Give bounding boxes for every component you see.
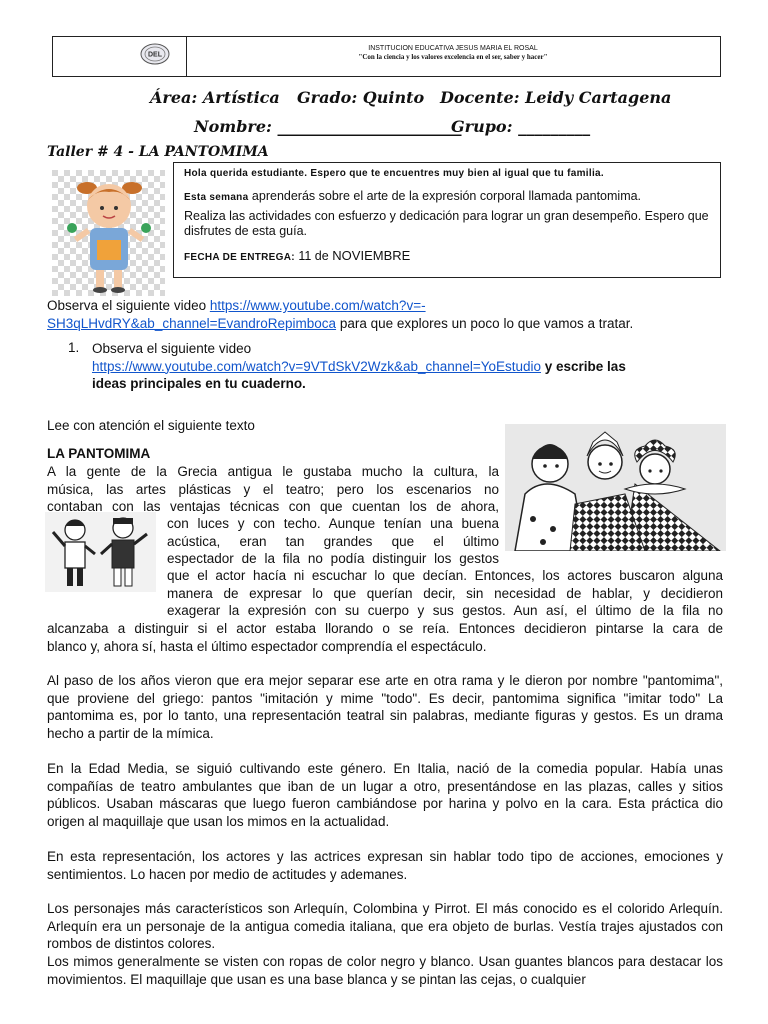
video-link-2[interactable]: https://www.youtube.com/watch?v=9VTdSkV2Wzk&ab_channel=YoEstudio bbox=[92, 358, 542, 374]
fecha-day: 11 de bbox=[294, 249, 329, 263]
school-logo-icon bbox=[140, 43, 170, 65]
logo-text: DEL bbox=[148, 51, 162, 59]
greeting-text: Hola querida estudiante. Espero que te encuentres muy bien al igual que tu familia. bbox=[184, 168, 604, 179]
observe-prefix: Observa el siguiente video bbox=[47, 298, 210, 313]
clowns-image bbox=[505, 424, 726, 551]
para1-mid bbox=[167, 515, 499, 568]
fecha-label: FECHA DE ENTREGA: bbox=[184, 252, 295, 263]
institution-name: INSTITUCION EDUCATIVA JESUS MARIA EL ROSAL bbox=[368, 45, 538, 52]
lee-texto: Lee con atención el siguiente texto bbox=[47, 418, 255, 433]
docente-label: Docente: Leidy Cartagena bbox=[440, 88, 672, 107]
para1-line: música, las artes plásticas y el teatro; pero los escenarios no bbox=[47, 481, 499, 497]
grado-label: Grado: Quinto bbox=[297, 88, 425, 107]
institution-motto: "Con la ciencia y los valores excelencia en el ser, saber y hacer" bbox=[358, 53, 548, 61]
area-label: Área: Artística bbox=[150, 88, 280, 107]
week-prefix: Esta semana bbox=[184, 192, 249, 203]
kids-mime-image bbox=[45, 512, 156, 592]
para3: En la Edad Media, se siguió cultivando este género. En Italia, nació de la comedia popular. Había unas compañías de teatro ambulantes que iban de un lugar a otro, presentándose en las plazas, calles y sitios públicos. Usaban máscaras que luego fueron cambiándose por harina y polvo en la cara. Esta práctica dio origen al maquillaje que usan los mimos en la actualidad. bbox=[47, 761, 723, 829]
para1-line: blanco y, ahora sí, hasta el último espectador comprendía el espectáculo. bbox=[47, 638, 487, 654]
para1-line: con luces y con techo. Aunque tenían una buena bbox=[167, 516, 499, 531]
para2: Al paso de los años vieron que era mejor separar ese arte en otra rama y le dieron por nombre "pantomima", que proviene del griego: pantos "imitación y mime "todo". Es decir, pantomima significa "imitar todo" La pantomima es, por lo tanto, una representación teatral sin palabras, mediante figuras y gestos. Es un drama hecho a partir de la mímica. bbox=[47, 673, 723, 741]
section-title: LA PANTOMIMA bbox=[47, 446, 151, 461]
para1-line: manera de expresar lo que querían decir, sin necesidad de hablar, y decidieron bbox=[167, 585, 723, 601]
info-row-2 bbox=[0, 117, 768, 141]
item-suffix-2: ideas principales en tu cuaderno. bbox=[92, 376, 306, 391]
fecha-text bbox=[184, 248, 714, 265]
para6: Los mimos generalmente se visten con ropas de color negro y blanco. Usan guantes blancos para destacar los movimientos. El maquillaje que usan es una base blanca y se pintan las cejas, o cualquier bbox=[47, 954, 723, 987]
video-link-1b[interactable]: SH3qLHvdRY&ab_channel=EvandroRepimboca bbox=[47, 315, 337, 331]
week-text bbox=[184, 189, 714, 205]
observe-video-1 bbox=[47, 297, 723, 332]
para1-line: exagerar la expresión con su cuerpo y sus gestos. Aun así, el último de la fila no bbox=[167, 603, 723, 618]
para1-lower bbox=[167, 567, 723, 620]
para1-bottom bbox=[47, 620, 723, 655]
fecha-month: NOVIEMBRE bbox=[328, 248, 411, 263]
para1-line: acústica, eran tan grandes que el último bbox=[167, 533, 499, 549]
para1-line: que el actor hacía ni escuchar lo que decían. Entonces, los actores buscaron alguna bbox=[167, 568, 723, 583]
para1-line: espectador de la fila no podía distinguir los gestos bbox=[167, 551, 499, 566]
para1-line: contaban con las ventajas técnicas con que cuentan los de ahora, bbox=[47, 499, 499, 514]
nombre-field: Nombre: _______________________ bbox=[194, 117, 462, 136]
info-row-1 bbox=[0, 88, 768, 112]
observe-suffix: para que explores un poco lo que vamos a tratar. bbox=[336, 315, 634, 331]
item-suffix-1: y escribe las bbox=[541, 358, 626, 374]
item-1-text bbox=[92, 340, 722, 393]
video-link-1a[interactable]: https://www.youtube.com/watch?v=- bbox=[209, 298, 426, 313]
item-prefix: Observa el siguiente video bbox=[92, 341, 252, 356]
item-number: 1. bbox=[68, 340, 80, 355]
para4: En esta representación, los actores y las actrices expresan sin hablar todo tipo de acciones, emociones y sentimientos. Lo hacen por medio de actitudes y ademanes. bbox=[47, 849, 723, 882]
grupo-field: Grupo: _________ bbox=[451, 117, 591, 136]
para1-line: A la gente de la Grecia antigua le gustaba mucho la cultura, la bbox=[47, 464, 499, 479]
girl-painter-image bbox=[52, 170, 165, 296]
taller-title: Taller # 4 - LA PANTOMIMA bbox=[47, 144, 269, 160]
para5: Los personajes más característicos son Arlequín, Colombina y Pirrot. El más conocido es el colorido Arlequín. Arlequín era un personaje de la antigua comedia italiana, que era objeto de burlas. Vestía trajes ajustados con rombos de distintos colores. bbox=[47, 901, 723, 951]
para1-top bbox=[47, 463, 499, 516]
para1-line: alcanzaba a distinguir si el actor estaba llorando o se reía. Entonces decidieron pintarse la cara de bbox=[47, 621, 723, 636]
week-rest: aprenderás sobre el arte de la expresión corporal llamada pantomima. bbox=[248, 189, 642, 203]
activities-text: Realiza las actividades con esfuerzo y dedicación para lograr un gran desempeño. Espero que disfrutes de esta guía. bbox=[184, 209, 709, 238]
